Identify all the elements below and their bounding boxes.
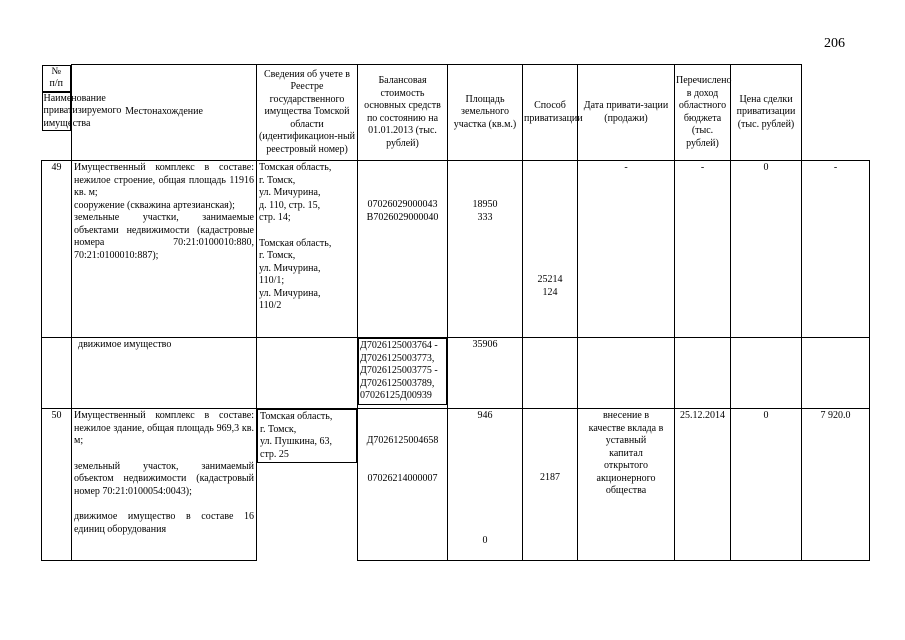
property-name: Имущественный комплекс в составе: нежилое здание, общая площадь 969,3 кв. м; — [74, 410, 254, 446]
col-header-price: Цена сделки приватизации (тыс. рублей) — [731, 65, 802, 161]
row-number: 49 — [42, 161, 72, 338]
location-text: Томская область, г. Томск, ул. Пушкина, 63, стр. 25 — [257, 409, 357, 463]
balance-value: 35906 — [448, 338, 523, 409]
registry-cell — [358, 409, 448, 561]
table-row-49 — [42, 161, 870, 338]
balance-cell — [448, 161, 523, 338]
registry-number: Д7026125003764 - Д7026125003773, Д7026125003775 - Д7026125003789, 07026125Д00939 — [358, 338, 447, 405]
col-header-balance: Балансовая стоимость основных средств по состоянию на 01.01.2013 (тыс. рублей) — [358, 65, 448, 161]
registry-number: 07026029000043 В7026029000040 — [366, 199, 439, 223]
col-header-registry: Сведения об учете в Реестре государственного имущества Томской области (идентификацион-ный реестровый номер) — [257, 65, 358, 161]
area-value: 25214 124 — [537, 274, 563, 298]
registry-number: 07026214000007 — [367, 472, 438, 484]
table-row-49-movable — [42, 338, 870, 409]
page-number: 206 — [824, 36, 845, 51]
date-value: 25.12.2014 — [675, 409, 731, 561]
area-cell — [523, 409, 578, 561]
date-value: - — [675, 161, 731, 338]
property-component: движимое имущество в составе 16 единиц оборудования — [74, 511, 254, 535]
property-component: сооружение (скважина артезианская); — [74, 199, 235, 211]
col-header-date: Дата привати-зации (продажи) — [578, 65, 675, 161]
balance-value: 946 — [477, 410, 493, 421]
header-row — [42, 65, 870, 161]
table-row-50 — [42, 409, 870, 561]
property-name: движимое имущество — [72, 338, 257, 409]
property-component: земельные участки, занимаемые объектами недвижимости (кадастровые номера 70:21:0100010:880, 70:21:0100010:887); — [74, 212, 254, 261]
location-cell — [257, 161, 358, 338]
balance-cell — [448, 409, 523, 561]
transferred-value: 0 — [731, 409, 802, 561]
property-name: Имущественный комплекс в составе: нежилое строение, общая площадь 11916 кв. м; — [74, 162, 254, 198]
area-cell — [523, 161, 578, 338]
registry-cell — [358, 161, 448, 338]
balance-value: 0 — [482, 534, 488, 546]
method-value: - — [578, 161, 675, 338]
price-value: - — [802, 161, 870, 338]
col-header-num: № п/п — [42, 65, 72, 92]
property-name-cell — [72, 409, 257, 561]
balance-value: 18950 333 — [472, 199, 498, 223]
location-text: Томская область, г. Томск, ул. Мичурина, 110/1; ул. Мичурина, 110/2 — [259, 237, 332, 311]
location-text: Томская область, г. Томск, ул. Мичурина, д. 110, стр. 15, стр. 14; — [259, 162, 332, 223]
method-value: внесение в качестве вклада в уставный капитал открытого акционерного общества — [578, 409, 675, 561]
property-name-cell — [72, 161, 257, 338]
property-component: земельный участок, занимаемый объектом недвижимости (кадастровый номер 70:21:0100054:0043); — [74, 460, 254, 497]
col-header-transferred: Перечислено в доход областного бюджета (тыс. рублей) — [675, 65, 731, 161]
col-header-area: Площадь земельного участка (кв.м.) — [448, 65, 523, 161]
transferred-value: 0 — [731, 161, 802, 338]
area-value: 2187 — [540, 472, 560, 483]
privatization-table — [41, 64, 870, 561]
price-value: 7 920.0 — [802, 409, 870, 561]
col-header-method: Способ приватизации — [523, 65, 578, 161]
row-number: 50 — [42, 409, 72, 561]
col-header-location: Местонахождение — [72, 65, 257, 161]
registry-number: Д7026125004658 — [366, 435, 439, 446]
col-header-name: Наименование приватизируемого имущества — [42, 92, 72, 132]
